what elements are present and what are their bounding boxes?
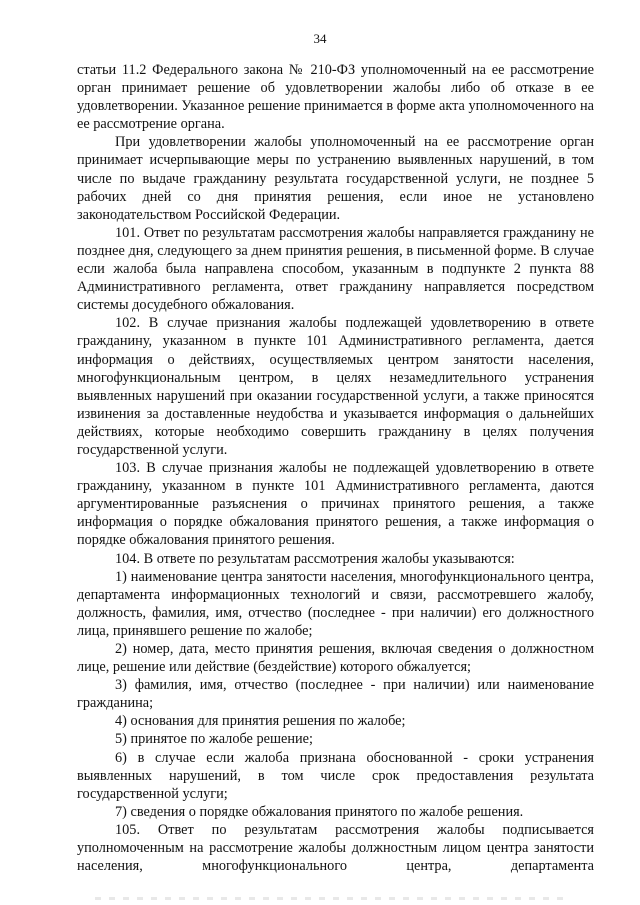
- paragraph-continuation: статьи 11.2 Федерального закона № 210-ФЗ уполномоченный на ее рассмотрение орган принимает решение об удовлетворении жалобы либо об отказе в ее удовлетворении. Указанное решение принимается в форме акта уполномоченного на ее рассмотрение органа.: [77, 62, 594, 133]
- paragraph-satisfaction-measures: При удовлетворении жалобы уполномоченный на ее рассмотрение орган принимает исчерпывающие меры по устранению выявленных нарушений, в том числе по выдаче гражданину результата государственной услуги, не позднее 5 рабочих дней со дня принятия решения, если иное не установлено законодательством Российской Федерации.: [77, 134, 594, 223]
- list-item-2: 2) номер, дата, место принятия решения, включая сведения о должностном лице, решение или действие (бездействие) которого обжалуется;: [77, 641, 594, 676]
- list-item-6: 6) в случае если жалоба признана обоснованной - сроки устранения выявленных нарушений, в том числе срок предоставления результата государственной услуги;: [77, 749, 594, 802]
- list-item-3: 3) фамилия, имя, отчество (последнее - при наличии) или наименование гражданина;: [77, 677, 594, 712]
- scan-artifact: [95, 897, 565, 900]
- paragraph-102: 102. В случае признания жалобы подлежащей удовлетворению в ответе гражданину, указанном в пункте 101 Административного регламента, дается информация о действиях, осуществляемых центром занятости населения, многофункциональным центром, в целях незамедлительного устранения выявленных нарушений при оказании государственной услуги, а также приносятся извинения за доставленные неудобства и указывается информация о дальнейших действиях, которые необходимо совершить гражданину в целях получения государственной услуги.: [77, 315, 594, 458]
- list-item-5: 5) принятое по жалобе решение;: [115, 731, 313, 748]
- page-number: 34: [313, 31, 327, 46]
- list-item-7: 7) сведения о порядке обжалования принятого по жалобе решения.: [115, 803, 524, 820]
- list-item-1: 1) наименование центра занятости населения, многофункционального центра, департамента информационных технологий и связи, рассмотревшего жалобу, должность, фамилия, имя, отчество (последнее - при наличии) его должностного лица, принявшего решение по жалобе;: [77, 568, 594, 639]
- paragraph-104: 104. В ответе по результатам рассмотрения жалобы указываются:: [115, 550, 515, 567]
- document-body: [77, 61, 594, 875]
- paragraph-105: 105. Ответ по результатам рассмотрения жалобы подписывается уполномоченным на рассмотрение жалобы должностным лицом центра занятости населения, многофункционального центра, департамента: [77, 821, 594, 875]
- paragraph-103: 103. В случае признания жалобы не подлежащей удовлетворению в ответе гражданину, указанном в пункте 101 Административного регламента, даются аргументированные разъяснения о причинах принятого решения, а также информация о порядке обжалования принятого решения, а также информация о порядке обжалования принятого решения.: [77, 460, 594, 549]
- list-item-4: 4) основания для принятия решения по жалобе;: [115, 713, 406, 730]
- paragraph-101: 101. Ответ по результатам рассмотрения жалобы направляется гражданину не позднее дня, следующего за днем принятия решения, в письменной форме. В случае если жалоба была направлена способом, указанным в подпункте 2 пункта 88 Административного регламента, ответ гражданину направляется посредством системы досудебного обжалования.: [77, 224, 594, 314]
